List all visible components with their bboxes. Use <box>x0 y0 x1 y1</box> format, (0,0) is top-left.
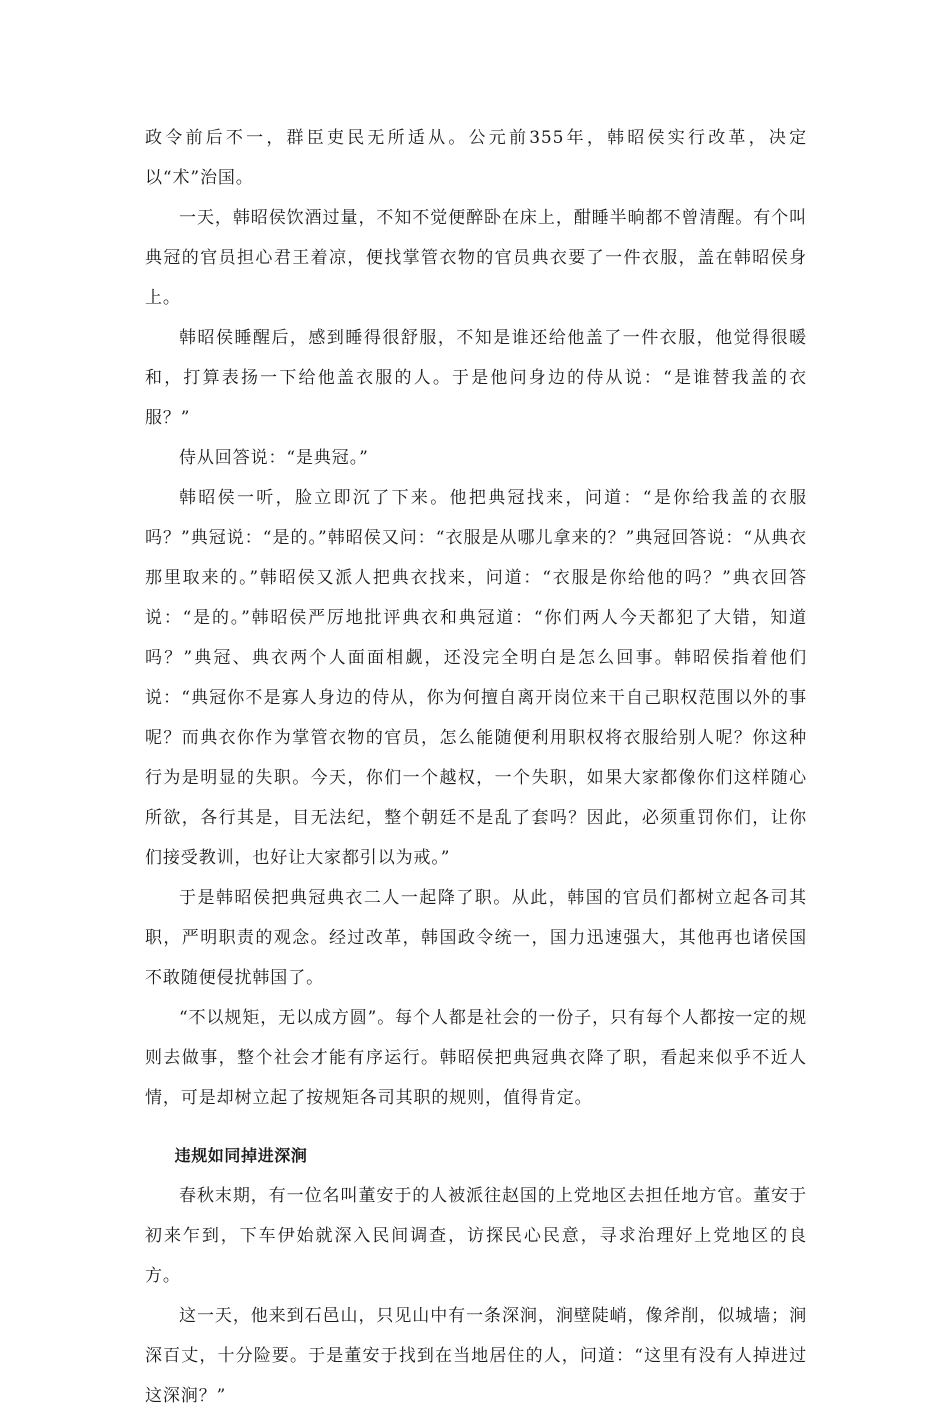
paragraph: 韩昭侯一听，脸立即沉了下来。他把典冠找来，问道：“是你给我盖的衣服吗？”典冠说：“是的。”韩昭侯又问：“衣服是从哪儿拿来的？”典冠回答说：“从典衣那里取来的。”韩昭侯又派人把典衣找来，问道：“衣服是你给他的吗？”典衣回答说：“是的。”韩昭侯严厉地批评典衣和典冠道：“你们两人今天都犯了大错，知道吗？”典冠、典衣两个人面面相觑，还没完全明白是怎么回事。韩昭侯指着他们说：“典冠你不是寡人身边的侍从，你为何擅自离开岗位来干自己职权范围以外的事呢？而典衣你作为掌管衣物的官员，怎么能随便利用职权将衣服给别人呢？你这种行为是明显的失职。今天，你们一个越权，一个失职，如果大家都像你们这样随心所欲，各行其是，目无法纪，整个朝廷不是乱了套吗？因此，必须重罚你们，让你们接受教训，也好让大家都引以为戒。” <box>145 488 807 868</box>
paragraph: 于是韩昭侯把典冠典衣二人一起降了职。从此，韩国的官员们都树立起各司其职，严明职责的观念。经过改革，韩国政令统一，国力迅速强大，其他再也诸侯国不敢随便侵扰韩国了。 <box>145 888 807 988</box>
paragraph: 这一天，他来到石邑山，只见山中有一条深涧，涧壁陡峭，像斧削，似城墙；涧深百丈，十分险要。于是董安于找到在当地居住的人，问道：“这里有没有人掉进过这深涧？” <box>145 1306 807 1406</box>
section-heading: 违规如同掉进深涧 <box>174 1146 308 1165</box>
paragraph: 韩昭侯睡醒后，感到睡得很舒服，不知是谁还给他盖了一件衣服，他觉得很暖和，打算表扬一下给他盖衣服的人。于是他问身边的侍从说：“是谁替我盖的衣服？” <box>145 328 807 428</box>
document-page <box>145 118 807 1416</box>
paragraph: 春秋末期，有一位名叫董安于的人被派往赵国的上党地区去担任地方官。董安于初来乍到，下车伊始就深入民间调查，访探民心民意，寻求治理好上党地区的良方。 <box>145 1186 807 1286</box>
paragraph: 政令前后不一，群臣吏民无所适从。公元前355年，韩昭侯实行改革，决定以“术”治国。 <box>145 128 807 188</box>
paragraph: 侍从回答说：“是典冠。” <box>179 448 369 468</box>
paragraph: 一天，韩昭侯饮酒过量，不知不觉便醉卧在床上，酣睡半晌都不曾清醒。有个叫典冠的官员担心君王着凉，便找掌管衣物的官员典衣要了一件衣服，盖在韩昭侯身上。 <box>145 208 807 308</box>
paragraph: “不以规矩，无以成方圆”。每个人都是社会的一份子，只有每个人都按一定的规则去做事，整个社会才能有序运行。韩昭侯把典冠典衣降了职，看起来似乎不近人情，可是却树立起了按规矩各司其职的规则，值得肯定。 <box>145 1008 807 1108</box>
